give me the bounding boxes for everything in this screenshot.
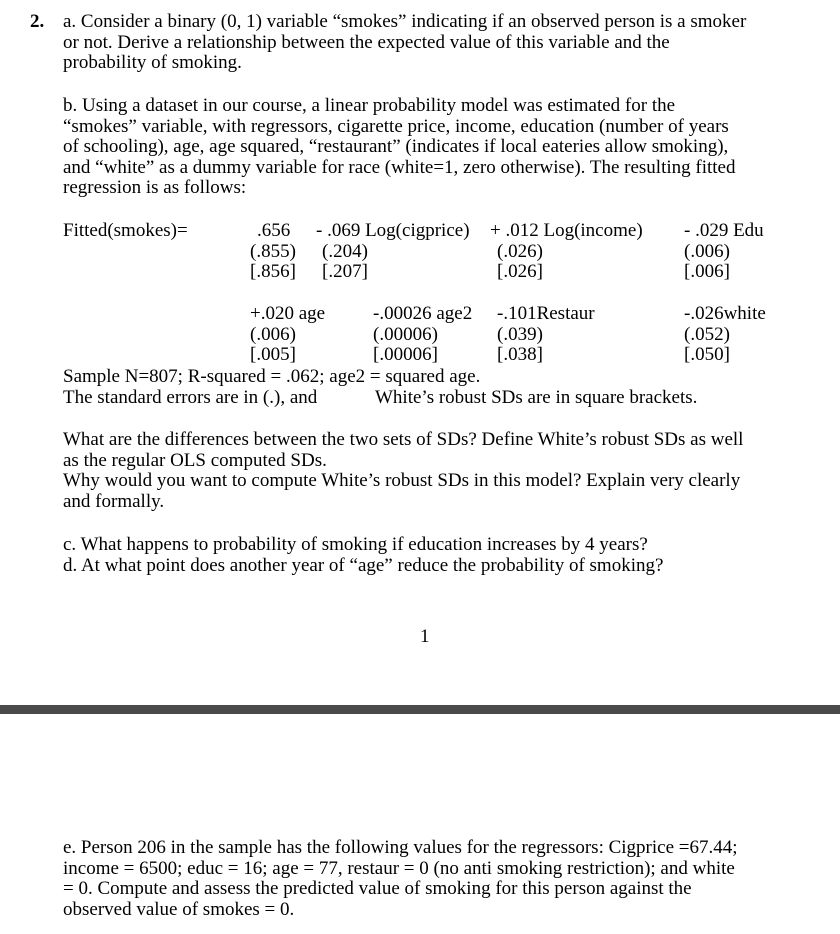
text-line: “smokes” variable, with regressors, cigarette price, income, education (number of years (63, 115, 729, 137)
robust-log-income: [.026] (497, 261, 543, 282)
robust-edu: [.006] (684, 261, 730, 282)
coef-age: +.020 age (250, 303, 326, 324)
se-intercept: (.855) (250, 241, 296, 262)
text-line: What are the differences between the two sets of SDs? Define White’s robust SDs as well (63, 429, 744, 450)
text-line: probability of smoking. (63, 52, 242, 73)
page-break-divider (0, 705, 840, 714)
text-line: a. Consider a binary (0, 1) variable “smokes” indicating if an observed person is a smoker (63, 11, 747, 32)
text-line: c. What happens to probability of smoking if education increases by 4 years? (63, 534, 648, 555)
coef-white: -.026white (684, 303, 766, 324)
text-line: or not. Derive a relationship between the expected value of this variable and the (63, 31, 670, 53)
robust-intercept: [.856] (250, 261, 296, 282)
robust-white: [.050] (684, 344, 730, 365)
coef-edu: - .029 Edu (684, 220, 764, 241)
se-age2: (.00006) (373, 324, 438, 345)
text-line: as the regular OLS computed SDs. (63, 449, 327, 471)
robust-restaur: [.038] (497, 344, 543, 365)
robust-age2: [.00006] (373, 344, 438, 365)
se-white: (.052) (684, 324, 730, 345)
se-log-cigprice: (.204) (322, 241, 368, 262)
text-line: income = 6500; educ = 16; age = 77, restaur = 0 (no anti smoking restriction); and white (63, 857, 735, 879)
questions-sd-text (63, 430, 823, 512)
se-restaur: (.039) (497, 324, 543, 345)
page-number: 1 (420, 626, 430, 647)
part-a-text (63, 12, 823, 74)
text-line: of schooling), age, age squared, “restaurant” (indicates if local eateries allow smoking), (63, 136, 729, 157)
text-line: and “white” as a dummy variable for race (white=1, zero otherwise). The resulting fitted (63, 156, 736, 178)
coef-log-income: + .012 Log(income) (490, 220, 643, 241)
robust-log-cigprice: [.207] (322, 261, 368, 282)
text-line: = 0. Compute and assess the predicted value of smoking for this person against the (63, 878, 692, 899)
part-b-text (63, 96, 823, 199)
text-line: observed value of smokes = 0. (63, 898, 295, 920)
text-line: and formally. (63, 490, 165, 512)
part-cd-text (63, 535, 823, 576)
se-note-right: White’s robust SDs are in square brackets. (375, 387, 698, 408)
text-line: b. Using a dataset in our course, a linear probability model was estimated for the (63, 95, 676, 116)
text-line: regression is as follows: (63, 177, 247, 198)
coef-log-cigprice: - .069 Log(cigprice) (316, 220, 470, 241)
coef-restaur: -.101Restaur (497, 303, 595, 324)
regression-lhs: Fitted(smokes)= (63, 220, 188, 241)
text-line: Why would you want to compute White’s robust SDs in this model? Explain very clearly (63, 470, 741, 491)
part-e-text (63, 838, 823, 920)
se-log-income: (.026) (497, 241, 543, 262)
robust-age: [.005] (250, 344, 296, 365)
text-line: e. Person 206 in the sample has the following values for the regressors: Cigprice =67.44; (63, 837, 738, 858)
text-line: d. At what point does another year of “age” reduce the probability of smoking? (63, 554, 664, 576)
coef-age2: -.00026 age2 (373, 303, 473, 324)
question-number: 2. (30, 11, 45, 32)
sample-line: Sample N=807; R-squared = .062; age2 = squared age. (63, 366, 481, 387)
se-note-left: The standard errors are in (.), and (63, 387, 318, 408)
se-edu: (.006) (684, 241, 730, 262)
se-age: (.006) (250, 324, 296, 345)
coef-intercept: .656 (257, 220, 291, 241)
